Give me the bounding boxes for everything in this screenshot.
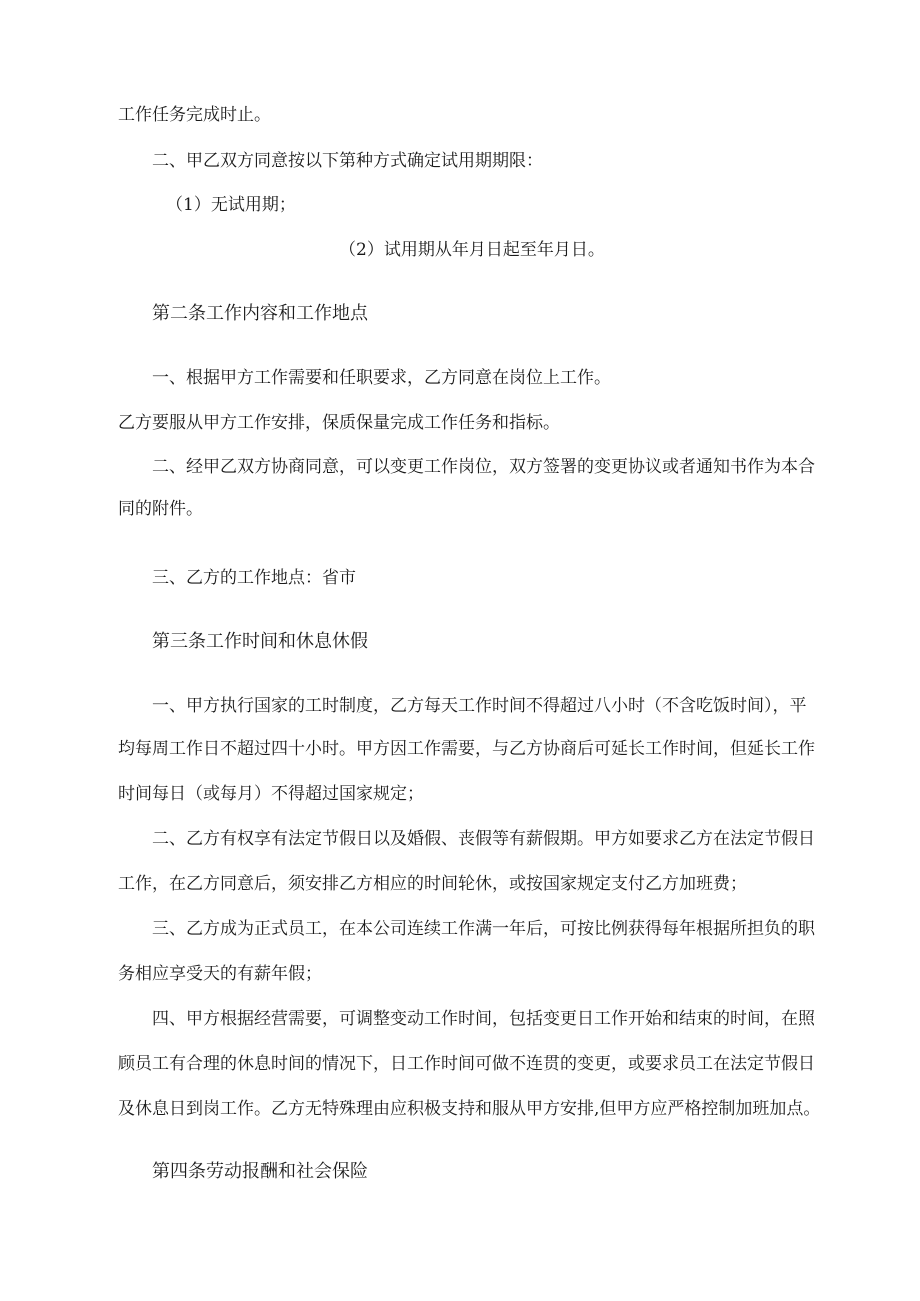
- text-line: 时间每日（或每月）不得超过国家规定；: [118, 784, 424, 804]
- text-line: （1）无试用期；: [166, 195, 296, 215]
- section-heading: 第四条劳动报酬和社会保险: [152, 1161, 368, 1182]
- section-heading: 第二条工作内容和工作地点: [152, 303, 368, 324]
- text-line: 二、经甲乙双方协商同意，可以变更工作岗位，双方签署的变更协议或者通知书作为本合: [152, 457, 815, 477]
- text-line: 工作，在乙方同意后，须安排乙方相应的时间轮休，或按国家规定支付乙方加班费；: [118, 874, 747, 894]
- text-line: （2）试用期从年月日起至年月日。: [339, 240, 605, 260]
- text-line: 三、乙方成为正式员工，在本公司连续工作满一年后，可按比例获得每年根据所担负的职: [152, 919, 815, 939]
- text-line: 二、甲乙双方同意按以下第种方式确定试用期期限：: [152, 151, 543, 171]
- text-line: 顾员工有合理的休息时间的情况下，日工作时间可做不连贯的变更，或要求员工在法定节假日: [118, 1054, 815, 1074]
- text-line: 均每周工作日不超过四十小时。甲方因工作需要，与乙方协商后可延长工作时间，但延长工作: [118, 739, 815, 759]
- text-line: 一、甲方执行国家的工时制度，乙方每天工作时间不得超过八小时（不含吃饭时间），平: [152, 696, 807, 716]
- text-line: 乙方要服从甲方工作安排，保质保量完成工作任务和指标。: [118, 413, 560, 433]
- text-line: 工作任务完成时止。: [118, 105, 271, 125]
- text-line: 同的附件。: [118, 499, 203, 519]
- text-line: 务相应享受天的有薪年假；: [118, 964, 322, 984]
- section-heading: 第三条工作时间和休息休假: [152, 631, 368, 652]
- text-line: 一、根据甲方工作需要和任职要求，乙方同意在岗位上工作。: [152, 368, 611, 388]
- text-line: 四、甲方根据经营需要，可调整变动工作时间，包括变更日工作开始和结束的时间，在照: [152, 1009, 815, 1029]
- text-line: 及休息日到岗工作。乙方无特殊理由应积极支持和服从甲方安排,但甲方应严格控制加班加点。: [118, 1099, 821, 1119]
- text-line: 三、乙方的工作地点：省市: [152, 568, 356, 588]
- text-line: 二、乙方有权享有法定节假日以及婚假、丧假等有薪假期。甲方如要求乙方在法定节假日: [152, 829, 815, 849]
